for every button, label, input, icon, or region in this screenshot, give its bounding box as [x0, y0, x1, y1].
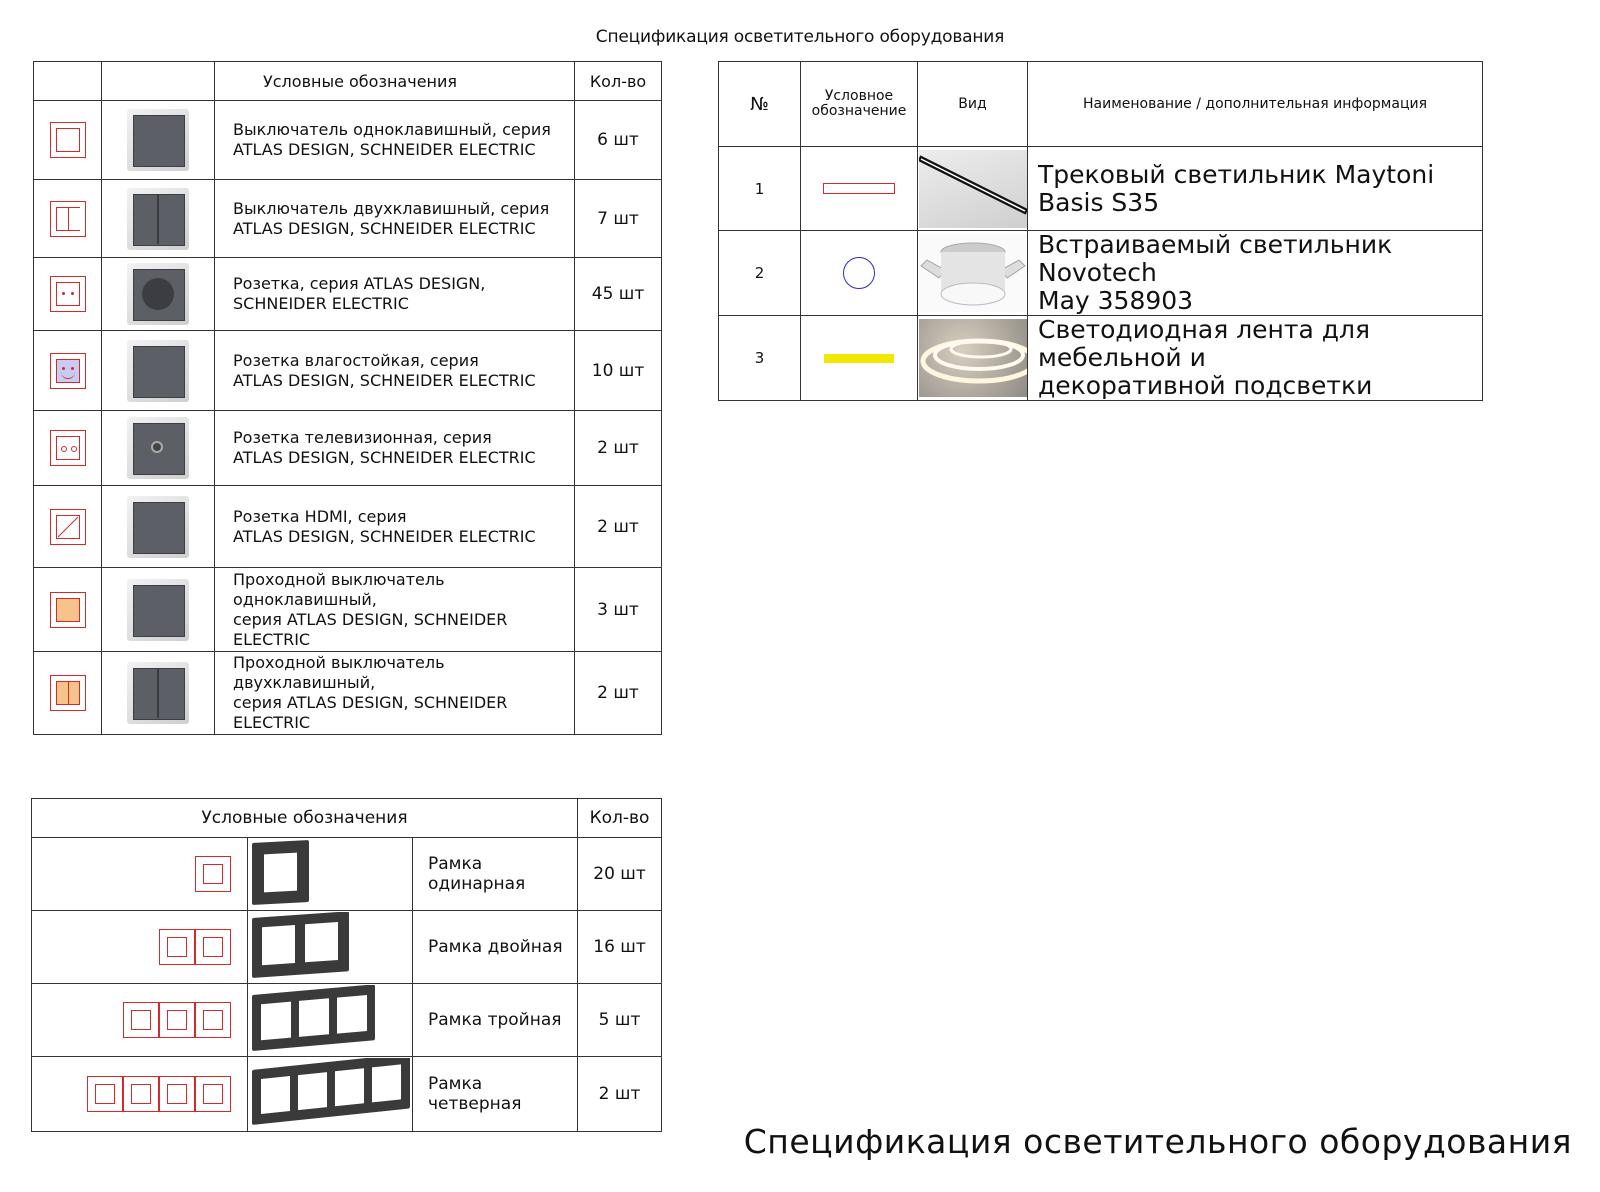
frame-gang-symbol-icon	[159, 1076, 195, 1112]
frame-gang-symbol-icon	[195, 929, 231, 965]
switches-spec-table	[33, 61, 662, 735]
item-desc: Розетка HDMI, серия	[233, 506, 407, 526]
led-strip-symbol-icon	[824, 354, 894, 363]
frame-name: Рамка двойная	[413, 911, 578, 984]
table-row	[719, 316, 1483, 401]
table-row	[32, 911, 662, 984]
pass-double-switch-photo	[127, 662, 189, 724]
frame-gang-symbol-icon	[195, 1002, 231, 1038]
frame-gang-symbol-icon	[123, 1076, 159, 1112]
item-qty: 10 шт	[575, 331, 662, 411]
header-view: Вид	[918, 62, 1028, 147]
tv-socket-photo	[127, 417, 189, 479]
pass-double-switch-symbol-icon	[50, 675, 86, 711]
track-light-symbol-icon	[823, 183, 895, 194]
pass-single-switch-symbol-icon	[50, 592, 86, 628]
pass-single-switch-photo	[127, 579, 189, 641]
single-frame-photo	[248, 839, 413, 909]
double-switch-photo	[127, 188, 189, 250]
table-row	[34, 568, 662, 652]
track-light-photo	[919, 150, 1027, 228]
frame-gang-symbol-icon	[123, 1002, 159, 1038]
row-num: 3	[719, 316, 801, 401]
light-name: Встраиваемый светильник Novotech	[1038, 230, 1393, 287]
header-qty: Кол-во	[575, 62, 662, 101]
table-header-row	[34, 62, 662, 101]
table-row	[32, 838, 662, 911]
hdmi-socket-symbol-icon	[50, 509, 86, 545]
header-symbol-line2: обозначение	[811, 103, 907, 119]
table-row	[34, 180, 662, 258]
table-row	[34, 101, 662, 180]
single-switch-symbol-icon	[50, 122, 86, 158]
item-desc: Выключатель двухклавишный, серия	[233, 198, 550, 218]
frame-symbol-group	[32, 856, 247, 892]
item-desc-line2: ATLAS DESIGN, SCHNEIDER ELECTRIC	[233, 448, 536, 467]
lights-spec-table	[718, 61, 1483, 401]
row-num: 1	[719, 147, 801, 231]
item-desc: Проходной выключатель двухклавишный,	[233, 653, 445, 692]
triple-frame-photo	[248, 985, 413, 1055]
header-name: Наименование / дополнительная информация	[1028, 62, 1483, 147]
frame-name: Рамка одинарная	[413, 838, 578, 911]
table-header-row	[719, 62, 1483, 147]
quadruple-frame-photo	[248, 1058, 413, 1130]
frame-symbol-group	[32, 1076, 247, 1112]
item-qty: 45 шт	[575, 258, 662, 331]
item-desc-line2: серия ATLAS DESIGN, SCHNEIDER ELECTRIC	[233, 693, 508, 732]
table-row	[32, 1057, 662, 1132]
item-desc: Розетка телевизионная, серия	[233, 428, 492, 447]
frame-qty: 2 шт	[578, 1057, 662, 1132]
double-switch-symbol-icon	[50, 201, 86, 237]
item-desc-line2: ATLAS DESIGN, SCHNEIDER ELECTRIC	[233, 526, 536, 546]
led-strip-photo	[919, 319, 1027, 397]
light-name-line2: декоративной подсветки	[1038, 371, 1373, 400]
item-qty: 2 шт	[575, 411, 662, 486]
table-row	[32, 984, 662, 1057]
item-desc-line2: ATLAS DESIGN, SCHNEIDER ELECTRIC	[233, 370, 536, 390]
item-qty: 2 шт	[575, 486, 662, 568]
light-name-line2: May 358903	[1038, 286, 1194, 315]
item-desc-line2: ATLAS DESIGN, SCHNEIDER ELECTRIC	[233, 218, 536, 238]
single-switch-photo	[127, 109, 189, 171]
table-row	[34, 331, 662, 411]
page-title: Спецификация осветительного оборудования	[595, 27, 1005, 47]
header-symbols: Условные обозначения	[32, 799, 578, 838]
item-qty: 2 шт	[575, 652, 662, 735]
socket-photo	[127, 263, 189, 325]
item-desc: Розетка, серия ATLAS DESIGN,	[233, 274, 486, 293]
frame-name: Рамка тройная	[413, 984, 578, 1057]
recessed-light-photo	[919, 234, 1027, 312]
double-frame-photo	[248, 912, 413, 982]
table-row	[34, 258, 662, 331]
frame-name: Рамка четверная	[413, 1057, 578, 1132]
item-desc-line2: ATLAS DESIGN, SCHNEIDER ELECTRIC	[233, 140, 536, 159]
table-row	[34, 411, 662, 486]
table-row	[34, 652, 662, 735]
light-name: Светодиодная лента для мебельной и	[1038, 315, 1371, 372]
header-symbols: Условные обозначения	[215, 62, 575, 101]
frame-qty: 5 шт	[578, 984, 662, 1057]
row-num: 2	[719, 231, 801, 316]
table-row	[719, 231, 1483, 316]
tv-socket-symbol-icon	[50, 430, 86, 466]
item-desc-line2: серия ATLAS DESIGN, SCHNEIDER ELECTRIC	[233, 609, 508, 649]
frame-gang-symbol-icon	[195, 1076, 231, 1112]
hdmi-socket-photo	[127, 496, 189, 558]
table-row	[34, 486, 662, 568]
light-name: Трековый светильник Maytoni Basis S35	[1038, 159, 1435, 217]
frame-qty: 16 шт	[578, 911, 662, 984]
header-num: №	[719, 62, 801, 147]
item-qty: 7 шт	[575, 180, 662, 258]
frame-gang-symbol-icon	[159, 1002, 195, 1038]
item-desc: Розетка влагостойкая, серия	[233, 350, 479, 370]
footer-title: Спецификация осветительного оборудования	[743, 1122, 1572, 1161]
frame-gang-symbol-icon	[87, 1076, 123, 1112]
frame-symbol-group	[32, 1002, 247, 1038]
waterproof-socket-symbol-icon	[50, 353, 86, 389]
item-desc: Проходной выключатель одноклавишный,	[233, 569, 445, 609]
frames-spec-table	[31, 798, 662, 1132]
frame-gang-symbol-icon	[195, 856, 231, 892]
item-desc-line2: SCHNEIDER ELECTRIC	[233, 294, 409, 313]
header-symbol: Условное	[824, 88, 894, 104]
item-desc: Выключатель одноклавишный, серия	[233, 120, 551, 139]
socket-symbol-icon	[50, 276, 86, 312]
frame-gang-symbol-icon	[159, 929, 195, 965]
recessed-light-symbol-icon	[843, 257, 875, 289]
table-header-row	[32, 799, 662, 838]
table-row	[719, 147, 1483, 231]
item-qty: 6 шт	[575, 101, 662, 180]
waterproof-socket-photo	[127, 340, 189, 402]
header-qty: Кол-во	[578, 799, 662, 838]
frame-symbol-group	[32, 929, 247, 965]
frame-qty: 20 шт	[578, 838, 662, 911]
item-qty: 3 шт	[575, 568, 662, 652]
